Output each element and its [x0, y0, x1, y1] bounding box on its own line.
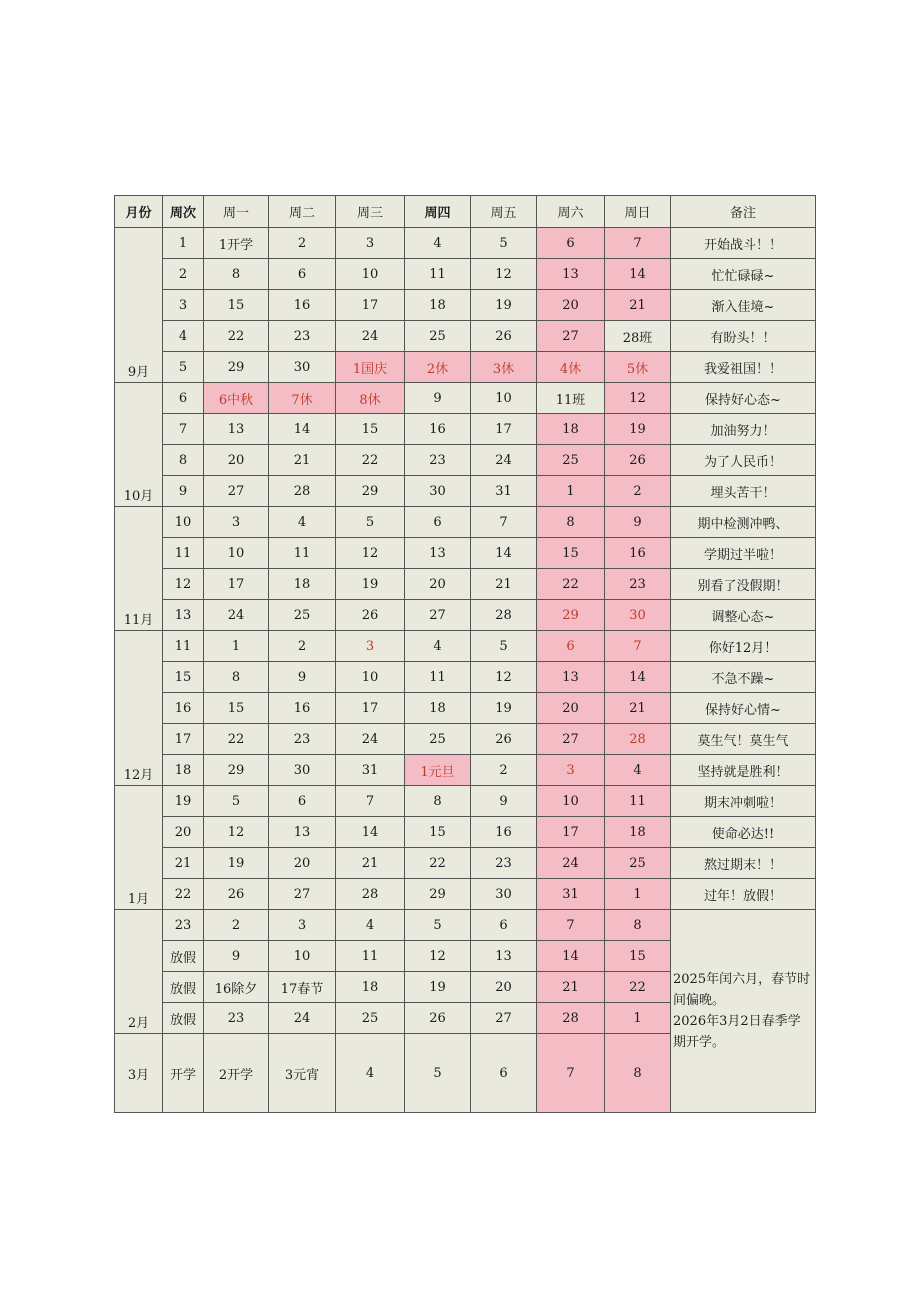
day-cell-sun: 25 — [605, 848, 671, 879]
note-cell: 你好12月！ — [671, 631, 816, 662]
day-cell-sat: 4休 — [537, 352, 605, 383]
day-cell-fri: 24 — [471, 445, 537, 476]
day-cell-tue: 16 — [269, 693, 336, 724]
day-cell-sat: 17 — [537, 817, 605, 848]
day-cell-mon: 17 — [204, 569, 269, 600]
day-cell-mon: 19 — [204, 848, 269, 879]
day-cell-tue: 10 — [269, 941, 336, 972]
table-row — [115, 569, 816, 600]
note-cell: 莫生气！莫生气 — [671, 724, 816, 755]
day-cell-mon: 2开学 — [204, 1034, 269, 1113]
day-cell-tue: 14 — [269, 414, 336, 445]
day-cell-tue: 7休 — [269, 383, 336, 414]
table-row — [115, 910, 816, 941]
day-cell-thu: 19 — [405, 972, 471, 1003]
note-cell: 为了人民币！ — [671, 445, 816, 476]
day-cell-fri: 9 — [471, 786, 537, 817]
day-cell-tue: 20 — [269, 848, 336, 879]
table-row — [115, 290, 816, 321]
day-cell-mon: 22 — [204, 724, 269, 755]
day-cell-wed: 15 — [336, 414, 405, 445]
day-cell-mon: 12 — [204, 817, 269, 848]
note-cell: 我爱祖国！！ — [671, 352, 816, 383]
day-cell-wed: 21 — [336, 848, 405, 879]
day-cell-wed: 8休 — [336, 383, 405, 414]
month-label: 11月 — [115, 507, 163, 631]
day-cell-thu: 18 — [405, 693, 471, 724]
week-number: 放假 — [163, 972, 204, 1003]
day-cell-sat: 25 — [537, 445, 605, 476]
day-cell-mon: 15 — [204, 693, 269, 724]
day-cell-mon: 22 — [204, 321, 269, 352]
table-row — [115, 631, 816, 662]
day-cell-tue: 17春节 — [269, 972, 336, 1003]
table-row — [115, 724, 816, 755]
day-cell-fri: 26 — [471, 724, 537, 755]
header-row — [115, 196, 816, 228]
day-cell-thu: 18 — [405, 290, 471, 321]
day-cell-wed: 31 — [336, 755, 405, 786]
day-cell-mon: 29 — [204, 755, 269, 786]
day-cell-thu: 29 — [405, 879, 471, 910]
day-cell-tue: 16 — [269, 290, 336, 321]
day-cell-mon: 29 — [204, 352, 269, 383]
day-cell-tue: 11 — [269, 538, 336, 569]
day-cell-fri: 12 — [471, 259, 537, 290]
day-cell-fri: 12 — [471, 662, 537, 693]
week-number: 7 — [163, 414, 204, 445]
day-cell-sun: 9 — [605, 507, 671, 538]
day-cell-sun: 28班 — [605, 321, 671, 352]
day-cell-fri: 28 — [471, 600, 537, 631]
table-row — [115, 786, 816, 817]
day-cell-sat: 24 — [537, 848, 605, 879]
day-cell-wed: 22 — [336, 445, 405, 476]
day-cell-sun: 8 — [605, 1034, 671, 1113]
day-cell-tue: 6 — [269, 786, 336, 817]
day-cell-sat: 15 — [537, 538, 605, 569]
table-row — [115, 538, 816, 569]
day-cell-sun: 14 — [605, 662, 671, 693]
week-number: 5 — [163, 352, 204, 383]
day-cell-mon: 23 — [204, 1003, 269, 1034]
day-cell-fri: 6 — [471, 910, 537, 941]
day-cell-thu: 9 — [405, 383, 471, 414]
day-cell-fri: 27 — [471, 1003, 537, 1034]
week-number: 21 — [163, 848, 204, 879]
day-cell-thu: 25 — [405, 724, 471, 755]
note-cell: 学期过半啦！ — [671, 538, 816, 569]
day-cell-fri: 19 — [471, 290, 537, 321]
day-cell-sat: 27 — [537, 321, 605, 352]
week-number: 开学 — [163, 1034, 204, 1113]
day-cell-sun: 28 — [605, 724, 671, 755]
note-cell: 忙忙碌碌~ — [671, 259, 816, 290]
day-cell-tue: 2 — [269, 228, 336, 259]
day-cell-sun: 21 — [605, 693, 671, 724]
day-cell-mon: 2 — [204, 910, 269, 941]
week-number: 放假 — [163, 941, 204, 972]
day-cell-sat: 22 — [537, 569, 605, 600]
day-cell-mon: 8 — [204, 662, 269, 693]
month-label: 12月 — [115, 631, 163, 786]
day-cell-sun: 7 — [605, 228, 671, 259]
note-cell: 开始战斗！！ — [671, 228, 816, 259]
month-label: 9月 — [115, 228, 163, 383]
note-cell: 不急不躁~ — [671, 662, 816, 693]
day-cell-tue: 23 — [269, 724, 336, 755]
day-cell-mon: 27 — [204, 476, 269, 507]
table-row — [115, 352, 816, 383]
week-number: 6 — [163, 383, 204, 414]
calendar-body — [115, 228, 816, 1113]
day-cell-sun: 1 — [605, 879, 671, 910]
table-row — [115, 879, 816, 910]
table-row — [115, 600, 816, 631]
day-cell-sun: 23 — [605, 569, 671, 600]
week-number: 11 — [163, 538, 204, 569]
day-cell-mon: 6中秋 — [204, 383, 269, 414]
day-cell-sun: 22 — [605, 972, 671, 1003]
day-cell-wed: 17 — [336, 290, 405, 321]
header-month: 月份 — [115, 196, 163, 228]
day-cell-wed: 4 — [336, 1034, 405, 1113]
day-cell-tue: 23 — [269, 321, 336, 352]
table-row — [115, 662, 816, 693]
table-row — [115, 693, 816, 724]
day-cell-thu: 30 — [405, 476, 471, 507]
week-number: 13 — [163, 600, 204, 631]
day-cell-thu: 4 — [405, 631, 471, 662]
day-cell-fri: 26 — [471, 321, 537, 352]
day-cell-tue: 3 — [269, 910, 336, 941]
day-cell-wed: 26 — [336, 600, 405, 631]
day-cell-wed: 5 — [336, 507, 405, 538]
day-cell-sat: 1 — [537, 476, 605, 507]
spring-term-note — [671, 910, 816, 1113]
table-row — [115, 817, 816, 848]
note-cell: 使命必达!! — [671, 817, 816, 848]
day-cell-sun: 5休 — [605, 352, 671, 383]
day-cell-sat: 28 — [537, 1003, 605, 1034]
day-cell-fri: 13 — [471, 941, 537, 972]
table-row — [115, 228, 816, 259]
day-cell-fri: 5 — [471, 228, 537, 259]
day-cell-mon: 26 — [204, 879, 269, 910]
week-number: 16 — [163, 693, 204, 724]
day-cell-sat: 13 — [537, 259, 605, 290]
day-cell-tue: 3元宵 — [269, 1034, 336, 1113]
day-cell-thu: 25 — [405, 321, 471, 352]
day-cell-tue: 30 — [269, 755, 336, 786]
day-cell-tue: 9 — [269, 662, 336, 693]
month-label: 10月 — [115, 383, 163, 507]
day-cell-sat: 7 — [537, 1034, 605, 1113]
day-cell-fri: 5 — [471, 631, 537, 662]
week-number: 12 — [163, 569, 204, 600]
day-cell-sun: 15 — [605, 941, 671, 972]
day-cell-wed: 3 — [336, 228, 405, 259]
table-row — [115, 445, 816, 476]
day-cell-thu: 26 — [405, 1003, 471, 1034]
day-cell-wed: 19 — [336, 569, 405, 600]
header-thu: 周四 — [405, 196, 471, 228]
day-cell-fri: 3休 — [471, 352, 537, 383]
day-cell-tue: 6 — [269, 259, 336, 290]
note-cell: 熬过期末！！ — [671, 848, 816, 879]
table-row — [115, 507, 816, 538]
day-cell-sat: 18 — [537, 414, 605, 445]
day-cell-thu: 16 — [405, 414, 471, 445]
day-cell-thu: 23 — [405, 445, 471, 476]
day-cell-mon: 15 — [204, 290, 269, 321]
day-cell-sat: 11班 — [537, 383, 605, 414]
day-cell-wed: 10 — [336, 662, 405, 693]
day-cell-mon: 20 — [204, 445, 269, 476]
day-cell-sat: 3 — [537, 755, 605, 786]
week-number: 3 — [163, 290, 204, 321]
day-cell-tue: 28 — [269, 476, 336, 507]
note-cell: 保持好心情~ — [671, 693, 816, 724]
day-cell-sat: 13 — [537, 662, 605, 693]
week-number: 9 — [163, 476, 204, 507]
day-cell-fri: 10 — [471, 383, 537, 414]
day-cell-tue: 4 — [269, 507, 336, 538]
day-cell-wed: 17 — [336, 693, 405, 724]
day-cell-thu: 2休 — [405, 352, 471, 383]
note-cell: 保持好心态~ — [671, 383, 816, 414]
table-row — [115, 259, 816, 290]
table-row — [115, 476, 816, 507]
day-cell-tue: 24 — [269, 1003, 336, 1034]
week-number: 15 — [163, 662, 204, 693]
day-cell-sun: 14 — [605, 259, 671, 290]
day-cell-fri: 19 — [471, 693, 537, 724]
day-cell-sun: 26 — [605, 445, 671, 476]
table-row — [115, 383, 816, 414]
day-cell-wed: 28 — [336, 879, 405, 910]
day-cell-fri: 14 — [471, 538, 537, 569]
day-cell-fri: 20 — [471, 972, 537, 1003]
day-cell-sun: 19 — [605, 414, 671, 445]
day-cell-thu: 4 — [405, 228, 471, 259]
school-calendar-table — [114, 195, 816, 1113]
day-cell-thu: 8 — [405, 786, 471, 817]
week-number: 放假 — [163, 1003, 204, 1034]
day-cell-tue: 27 — [269, 879, 336, 910]
day-cell-sun: 18 — [605, 817, 671, 848]
day-cell-sun: 21 — [605, 290, 671, 321]
note-cell: 期末冲刺啦！ — [671, 786, 816, 817]
day-cell-sat: 27 — [537, 724, 605, 755]
day-cell-mon: 10 — [204, 538, 269, 569]
day-cell-sat: 14 — [537, 941, 605, 972]
day-cell-wed: 4 — [336, 910, 405, 941]
table-row — [115, 755, 816, 786]
day-cell-tue: 30 — [269, 352, 336, 383]
day-cell-sun: 4 — [605, 755, 671, 786]
week-number: 2 — [163, 259, 204, 290]
day-cell-mon: 16除夕 — [204, 972, 269, 1003]
day-cell-thu: 11 — [405, 662, 471, 693]
header-fri: 周五 — [471, 196, 537, 228]
day-cell-mon: 3 — [204, 507, 269, 538]
header-sat: 周六 — [537, 196, 605, 228]
day-cell-fri: 2 — [471, 755, 537, 786]
week-number: 19 — [163, 786, 204, 817]
note-cell: 坚持就是胜利！ — [671, 755, 816, 786]
day-cell-tue: 18 — [269, 569, 336, 600]
month-label: 2月 — [115, 910, 163, 1034]
day-cell-fri: 6 — [471, 1034, 537, 1113]
note-cell: 埋头苦干！ — [671, 476, 816, 507]
note-cell: 有盼头！！ — [671, 321, 816, 352]
day-cell-thu: 15 — [405, 817, 471, 848]
day-cell-sat: 6 — [537, 631, 605, 662]
day-cell-mon: 1开学 — [204, 228, 269, 259]
week-number: 18 — [163, 755, 204, 786]
day-cell-mon: 1 — [204, 631, 269, 662]
day-cell-wed: 25 — [336, 1003, 405, 1034]
note-cell: 别看了没假期！ — [671, 569, 816, 600]
day-cell-wed: 18 — [336, 972, 405, 1003]
table-row — [115, 414, 816, 445]
day-cell-mon: 5 — [204, 786, 269, 817]
day-cell-fri: 21 — [471, 569, 537, 600]
day-cell-fri: 31 — [471, 476, 537, 507]
note-cell: 渐入佳境~ — [671, 290, 816, 321]
day-cell-sun: 7 — [605, 631, 671, 662]
month-label: 3月 — [115, 1034, 163, 1113]
note-cell: 过年！放假！ — [671, 879, 816, 910]
day-cell-tue: 2 — [269, 631, 336, 662]
day-cell-thu: 13 — [405, 538, 471, 569]
day-cell-mon: 24 — [204, 600, 269, 631]
header-tue: 周二 — [269, 196, 336, 228]
day-cell-thu: 5 — [405, 1034, 471, 1113]
day-cell-sun: 30 — [605, 600, 671, 631]
day-cell-sat: 20 — [537, 693, 605, 724]
week-number: 1 — [163, 228, 204, 259]
day-cell-sun: 12 — [605, 383, 671, 414]
week-number: 22 — [163, 879, 204, 910]
day-cell-thu: 20 — [405, 569, 471, 600]
day-cell-thu: 6 — [405, 507, 471, 538]
note-line-lunar: 2025年闰六月，春节时间偏晚。 — [673, 972, 811, 1008]
day-cell-sat: 29 — [537, 600, 605, 631]
day-cell-wed: 11 — [336, 941, 405, 972]
day-cell-sat: 10 — [537, 786, 605, 817]
day-cell-fri: 30 — [471, 879, 537, 910]
header-wed: 周三 — [336, 196, 405, 228]
day-cell-fri: 17 — [471, 414, 537, 445]
day-cell-sun: 8 — [605, 910, 671, 941]
week-number: 20 — [163, 817, 204, 848]
day-cell-sat: 7 — [537, 910, 605, 941]
day-cell-sun: 11 — [605, 786, 671, 817]
day-cell-thu: 1元旦 — [405, 755, 471, 786]
header-sun: 周日 — [605, 196, 671, 228]
day-cell-fri: 23 — [471, 848, 537, 879]
day-cell-sat: 21 — [537, 972, 605, 1003]
note-cell: 加油努力！ — [671, 414, 816, 445]
day-cell-thu: 12 — [405, 941, 471, 972]
day-cell-wed: 24 — [336, 724, 405, 755]
table-row — [115, 321, 816, 352]
day-cell-wed: 1国庆 — [336, 352, 405, 383]
day-cell-fri: 7 — [471, 507, 537, 538]
day-cell-wed: 3 — [336, 631, 405, 662]
month-label: 1月 — [115, 786, 163, 910]
day-cell-sat: 8 — [537, 507, 605, 538]
day-cell-thu: 5 — [405, 910, 471, 941]
table-row — [115, 848, 816, 879]
note-line-start-date: 2026年3月2日春季学期开学。 — [673, 1014, 801, 1050]
day-cell-wed: 7 — [336, 786, 405, 817]
day-cell-sun: 1 — [605, 1003, 671, 1034]
day-cell-sat: 6 — [537, 228, 605, 259]
day-cell-fri: 16 — [471, 817, 537, 848]
day-cell-sat: 31 — [537, 879, 605, 910]
header-week: 周次 — [163, 196, 204, 228]
day-cell-thu: 11 — [405, 259, 471, 290]
day-cell-wed: 14 — [336, 817, 405, 848]
day-cell-wed: 10 — [336, 259, 405, 290]
day-cell-mon: 8 — [204, 259, 269, 290]
day-cell-wed: 12 — [336, 538, 405, 569]
week-number: 17 — [163, 724, 204, 755]
day-cell-mon: 13 — [204, 414, 269, 445]
week-number: 11 — [163, 631, 204, 662]
week-number: 23 — [163, 910, 204, 941]
header-notes: 备注 — [671, 196, 816, 228]
day-cell-tue: 25 — [269, 600, 336, 631]
day-cell-tue: 13 — [269, 817, 336, 848]
day-cell-thu: 22 — [405, 848, 471, 879]
day-cell-thu: 27 — [405, 600, 471, 631]
header-mon: 周一 — [204, 196, 269, 228]
week-number: 8 — [163, 445, 204, 476]
note-cell: 调整心态~ — [671, 600, 816, 631]
week-number: 4 — [163, 321, 204, 352]
day-cell-wed: 29 — [336, 476, 405, 507]
day-cell-wed: 24 — [336, 321, 405, 352]
day-cell-sun: 16 — [605, 538, 671, 569]
week-number: 10 — [163, 507, 204, 538]
day-cell-sun: 2 — [605, 476, 671, 507]
day-cell-sat: 20 — [537, 290, 605, 321]
day-cell-tue: 21 — [269, 445, 336, 476]
note-cell: 期中检测冲鸭、 — [671, 507, 816, 538]
day-cell-mon: 9 — [204, 941, 269, 972]
